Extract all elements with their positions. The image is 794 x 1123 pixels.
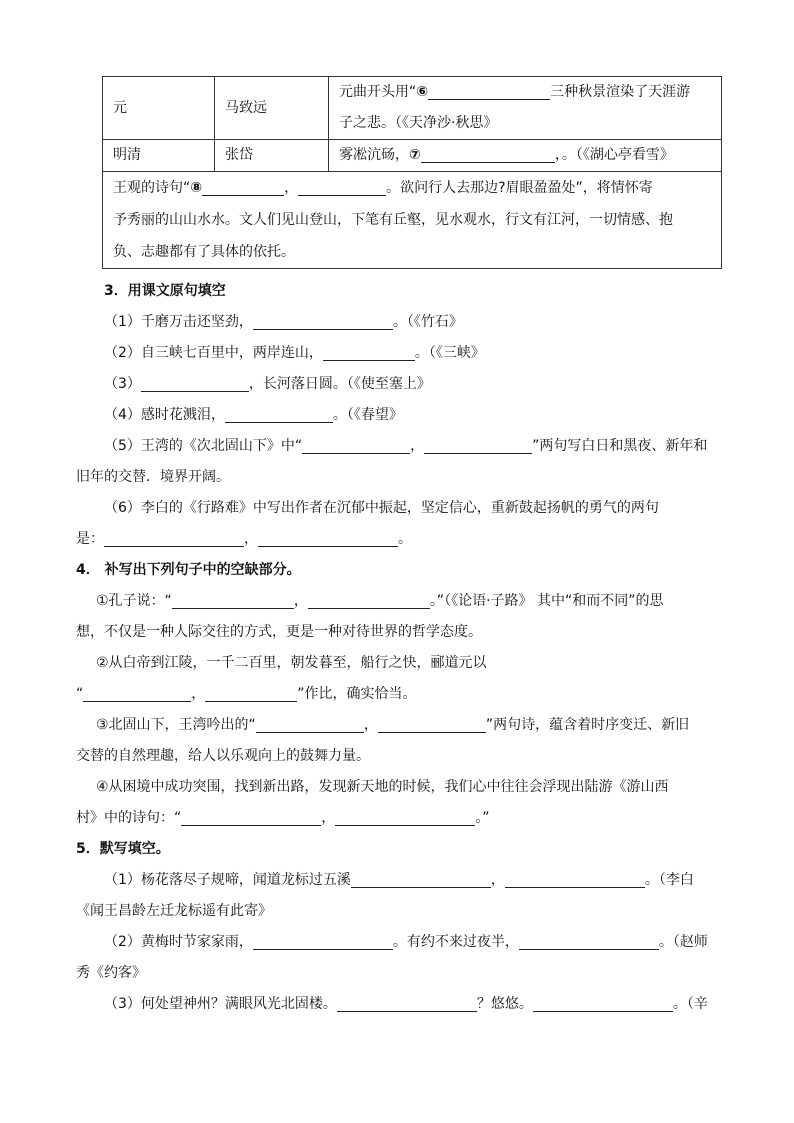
table-row (103, 77, 722, 140)
item-text: （5）王湾的《次北固山下》中“ (104, 438, 303, 454)
question-item (104, 436, 707, 456)
author-cell: 马致远 (215, 77, 329, 140)
question-item: ②从白帝到江陵，一千二百里，朝发暮至，船行之快，郦道元以 (96, 655, 487, 671)
fill-blank[interactable] (205, 685, 297, 702)
item-text: 。（辛 (672, 996, 708, 1012)
question-item: ④从困境中成功突围，找到新出路，发现新天地的时候，我们心中往往会浮现出陆游《游山西 (96, 779, 669, 795)
question-item: （6）李白的《行路难》中写出作者在沉郁中振起，坚定信心，重新鼓起扬帆的勇气的两句 (104, 500, 659, 516)
fill-blank[interactable] (253, 313, 393, 330)
question-item (104, 870, 694, 890)
fill-blank[interactable] (421, 146, 555, 163)
description-cell (329, 140, 722, 172)
fill-blank[interactable] (335, 809, 475, 826)
item-text: （2）黄梅时节家家雨， (104, 934, 253, 950)
fill-blank[interactable] (302, 437, 410, 454)
item-text: 。” (475, 810, 490, 826)
item-text: 是： (76, 531, 104, 547)
table-row (103, 172, 722, 269)
item-text: （3）何处望神州？满眼风光北固楼。 (104, 996, 337, 1012)
question-item-continued (76, 529, 412, 549)
comma: ， (363, 717, 378, 733)
question-item-continued: 秀《约客》 (76, 965, 146, 981)
question-5-heading: 5．默写填空。 (76, 841, 170, 857)
item-text: “ (76, 686, 84, 702)
question-item-continued: 旧年的交替．境界开阔。 (76, 469, 230, 485)
item-text: ？悠悠。 (476, 996, 533, 1012)
blank-number-6: ⑥ (416, 84, 429, 100)
item-text: （1）千磨万击还坚劲， (104, 314, 253, 330)
item-text: ，长河落日圆。（《使至塞上》 (248, 376, 431, 392)
desc-text: 负、志趣都有了具体的依托。 (113, 244, 295, 260)
fill-blank[interactable] (505, 871, 645, 888)
desc-text: 子之悲。（《天净沙·秋思》 (339, 115, 498, 131)
fill-blank[interactable] (83, 685, 191, 702)
item-text: 。（李白 (644, 872, 694, 888)
item-text: 。（《三峡》 (414, 345, 485, 361)
comma: ， (244, 531, 258, 547)
blank-number-7: ⑦ (409, 147, 421, 163)
description-cell (329, 77, 722, 140)
question-item-continued: 交替的自然理趣，给人以乐观向上的鼓舞力量。 (76, 748, 370, 764)
fill-blank[interactable] (351, 871, 491, 888)
desc-text: 三种秋景渲染了天涯游 (550, 84, 691, 100)
comma: ， (410, 438, 425, 454)
item-text: ”作比，确实恰当。 (297, 686, 417, 702)
fill-blank[interactable] (533, 995, 673, 1012)
question-item (104, 405, 403, 425)
item-text: 。 (398, 531, 412, 547)
comma: ， (490, 872, 505, 888)
item-text: ”两句诗，蕴含着时序变迁、新旧 (485, 717, 690, 733)
item-text: 。”（《论语·子路》 其中“和而不同”的思 (429, 593, 664, 609)
desc-text: 王观的诗句“ (113, 180, 191, 196)
question-item (104, 312, 463, 332)
fill-blank[interactable] (225, 406, 333, 423)
fill-blank[interactable] (323, 344, 415, 361)
item-text: （3） (104, 376, 141, 392)
comma: ， (284, 180, 299, 196)
comma: ， (293, 593, 308, 609)
desc-text: 予秀丽的山山水水。文人们见山登山，下笔有丘壑，见水观水，行文有江河，一切情感、抱 (113, 212, 673, 228)
fill-blank[interactable] (337, 995, 477, 1012)
item-text: ”两句写白日和黑夜、新年和 (532, 438, 708, 454)
question-3-heading: 3．用课文原句填空 (104, 283, 226, 299)
fill-blank[interactable] (428, 83, 550, 100)
question-item-continued (76, 684, 417, 704)
item-text: 村》中的诗句：“ (76, 810, 182, 826)
fill-blank[interactable] (202, 179, 284, 196)
question-item (104, 343, 485, 363)
question-item-continued: 想，不仅是一种人际交往的方式，更是一种对待世界的哲学态度。 (76, 624, 482, 640)
item-text: 。有约不来过夜半， (392, 934, 519, 950)
literature-table (102, 76, 722, 269)
comma: ， (191, 686, 206, 702)
item-text: 。（赵师 (658, 934, 708, 950)
fill-blank[interactable] (256, 716, 364, 733)
table-row (103, 140, 722, 172)
author-cell: 张岱 (215, 140, 329, 172)
dynasty-cell: 明清 (103, 140, 215, 172)
item-text: （4）感时花溅泪， (104, 407, 225, 423)
question-item (104, 374, 431, 394)
item-text: （1）杨花落尽子规啼，闻道龙标过五溪 (104, 872, 351, 888)
fill-blank[interactable] (104, 530, 244, 547)
item-text: 。（《竹石》 (392, 314, 463, 330)
question-item-continued (76, 808, 490, 828)
fill-blank[interactable] (298, 179, 386, 196)
desc-text: 。欲问行人去那边?眉眼盈盈处”，将情怀寄 (386, 180, 653, 196)
question-4-heading: 4． 补写出下列句子中的空缺部分。 (76, 562, 301, 578)
question-item (96, 715, 689, 735)
fill-blank[interactable] (253, 933, 393, 950)
comma: ， (321, 810, 336, 826)
fill-blank[interactable] (141, 375, 249, 392)
fill-blank[interactable] (378, 716, 486, 733)
desc-text: 元曲开头用“ (339, 84, 417, 100)
question-item-continued: 《闻王昌龄左迁龙标遥有此寄》 (76, 903, 272, 919)
desc-text: 雾凇沆砀， (339, 147, 409, 163)
merged-cell (103, 172, 722, 269)
item-text: （2）自三峡七百里中，两岸连山， (104, 345, 323, 361)
dynasty-cell: 元 (103, 77, 215, 140)
desc-text: ，。（《湖心亭看雪》 (554, 147, 674, 163)
fill-blank[interactable] (258, 530, 398, 547)
fill-blank[interactable] (308, 592, 430, 609)
item-text: ③北固山下，王湾吟出的“ (96, 717, 256, 733)
fill-blank[interactable] (181, 809, 321, 826)
fill-blank[interactable] (172, 592, 294, 609)
question-item (104, 932, 708, 952)
question-item (104, 994, 708, 1014)
item-text: 。（《春望》 (332, 407, 403, 423)
blank-number-8: ⑧ (190, 180, 203, 196)
question-item (96, 591, 663, 611)
item-text: ①孔子说：“ (96, 593, 172, 609)
fill-blank[interactable] (424, 437, 532, 454)
fill-blank[interactable] (519, 933, 659, 950)
